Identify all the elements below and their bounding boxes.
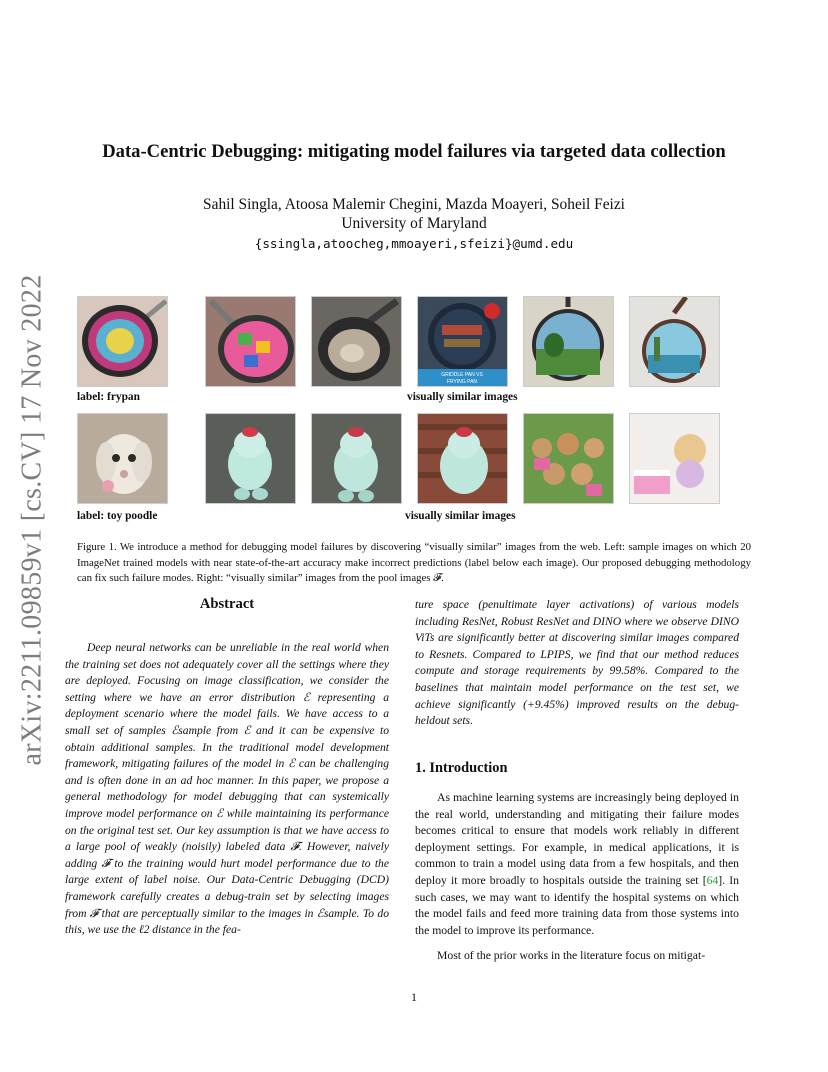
row1-label: label: frypan [77, 391, 140, 403]
citation-link[interactable]: 64 [706, 873, 719, 887]
figure-caption: Figure 1. We introduce a method for debugging model failures by discovering “visually similar” images from the web. Left: sample images on which 20 ImageNet trained models with near state-of-the-art accuracy make incorrect predictions (label below each image). Our proposed debugging methodology can fix such failure modes. Right: “visually similar” images from the pool images 𝓕. [77, 541, 751, 584]
introduction-paragraph-2: Most of the prior works in the literature focus on mitigat- [437, 949, 706, 962]
similar-image-9 [523, 413, 614, 504]
paper-title: Data-Centric Debugging: mitigating model failures via targeted data collection [102, 141, 726, 162]
similar-image-10 [629, 413, 720, 504]
row1-similar-label: visually similar images [407, 391, 518, 403]
similar-image-5 [629, 296, 720, 387]
introduction-paragraph-1 [415, 790, 739, 939]
poodle-query-image [77, 413, 168, 504]
introduction-heading: 1. Introduction [415, 760, 508, 776]
author-list: Sahil Singla, Atoosa Malemir Chegini, Mazda Moayeri, Soheil Feizi [203, 196, 625, 213]
svg-text:FRYING PAN: FRYING PAN [446, 379, 478, 385]
abstract-continuation: ture space (penultimate layer activations) of various models including ResNet, Robust ResNet and DINO where we observe DINO ViTs are significantly better at discovering similar images compared to Resnets. Compared to LPIPS, we find that our method reduces compute and storage requirements by 99.58%. Compared to the baselines that maintain model performance on the test set, we achieve significantly (+9.45%) improved results on the debug-heldout sets. [415, 598, 739, 728]
page-number: 1 [411, 990, 417, 1004]
similar-image-1 [205, 296, 296, 387]
abstract-heading: Abstract [199, 596, 255, 612]
similar-image-2 [311, 296, 402, 387]
similar-image-7 [311, 413, 402, 504]
arxiv-sidebar-stamp [12, 274, 52, 766]
abstract-body: Deep neural networks can be unreliable in the real world when the training set does not adequately cover all the settings where they are deployed. Focusing on image classification, we consider the setting where we have an error distribution ℰ representing a deployment scenario where the model fails. We have access to a small set of samples ℰsample from ℰ and it can be expensive to obtain additional samples. In the traditional model development framework, mitigating failures of the model in ℰ can be challenging and is often done in an ad hoc manner. In this paper, we propose a general methodology for model debugging that can systemically improve model performance on ℰ while maintaining its performance on the original test set. Our key assumption is that we have access to a large pool of weakly (noisily) labeled data 𝓕. However, naively adding 𝓕 to the training would hurt model performance due to the large extent of label noise. Our Data-Centric Debugging (DCD) framework carefully creates a debug-train set by selecting images from 𝓕 that are perceptually similar to the images in ℰsample. To do this, we use the ℓ2 distance in the fea- [65, 641, 389, 937]
affiliation: University of Maryland [341, 215, 487, 232]
author-emails: {ssingla,atoocheg,mmoayeri,sfeizi}@umd.edu [254, 236, 574, 251]
intro-text-2: ]. In such cases, we may want to identify the hospital systems on which the model fails and feed more training data from those systems into the model to improve its performance. [415, 873, 739, 937]
intro-text: As machine learning systems are increasingly being deployed in the real world, understanding and mitigating their failure modes becomes critical to ensure that models work reliably in different deployment settings. For example, in medical applications, it is common to train a model using data from a few hospitals, and then deploy it more broadly to hospitals outside the training set [ [415, 791, 739, 887]
similar-image-6 [205, 413, 296, 504]
similar-image-4 [523, 296, 614, 387]
row2-similar-label: visually similar images [405, 510, 516, 522]
frypan-query-image [77, 296, 168, 387]
row2-label: label: toy poodle [77, 510, 158, 522]
arxiv-id: arXiv:2211.09859v1 [cs.CV] 17 Nov 2022 [16, 274, 48, 766]
similar-image-3 [417, 296, 508, 387]
similar-image-8 [417, 413, 508, 504]
svg-text:GRIDDLE PAN VS: GRIDDLE PAN VS [441, 372, 483, 378]
